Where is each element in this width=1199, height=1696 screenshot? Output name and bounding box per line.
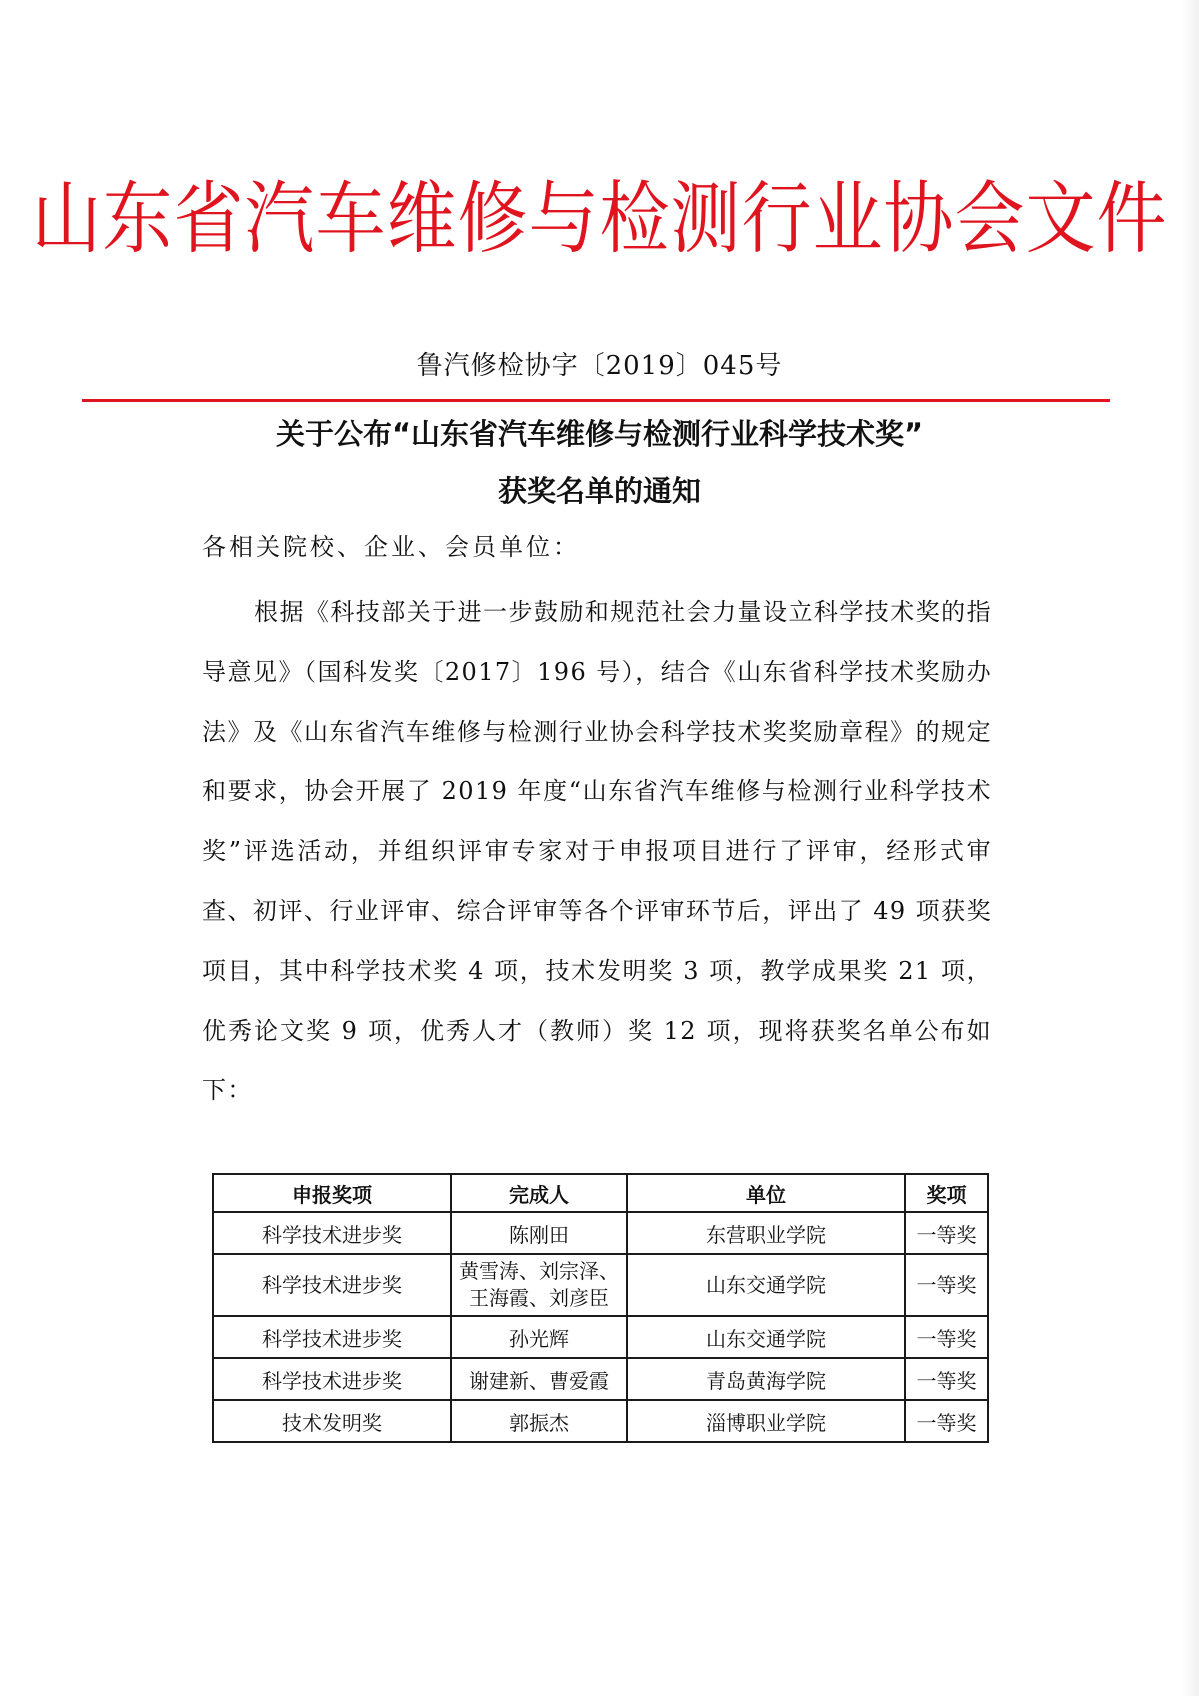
cell-award: 一等奖: [905, 1400, 988, 1442]
notice-title-line-2: 获奖名单的通知: [497, 474, 701, 508]
document-number: 鲁汽修检协字〔2019〕045号: [416, 351, 783, 381]
table-row: [213, 1358, 988, 1400]
cell-category: 科学技术进步奖: [213, 1212, 451, 1254]
cell-category: 科学技术进步奖: [213, 1316, 451, 1358]
cell-persons: [451, 1358, 627, 1400]
persons-line: 陈刚田: [509, 1222, 569, 1247]
header-persons: 完成人: [451, 1174, 627, 1212]
cell-unit: 淄博职业学院: [627, 1400, 905, 1442]
cell-persons: [451, 1254, 627, 1316]
cell-unit: 青岛黄海学院: [627, 1358, 905, 1400]
cell-persons: [451, 1316, 627, 1358]
persons-line: 黄雪涛、刘宗泽、: [459, 1259, 619, 1283]
cell-unit: 东营职业学院: [627, 1212, 905, 1254]
table-row: [213, 1212, 988, 1254]
persons-line: 王海霞、刘彦臣: [469, 1286, 609, 1310]
table-row: [213, 1254, 988, 1316]
red-divider-line: [82, 399, 1110, 402]
header-category: 申报奖项: [213, 1174, 451, 1212]
cell-award: 一等奖: [905, 1254, 988, 1316]
cell-persons: [451, 1212, 627, 1254]
letterhead-title: 山东省汽车维修与检测行业协会文件: [31, 172, 1168, 265]
persons-line: 谢建新、曹爱霞: [469, 1368, 609, 1393]
cell-award: 一等奖: [905, 1212, 988, 1254]
persons-line: 郭振杰: [509, 1410, 569, 1435]
cell-award: 一等奖: [905, 1316, 988, 1358]
cell-unit: 山东交通学院: [627, 1316, 905, 1358]
cell-category: 科学技术进步奖: [213, 1358, 451, 1400]
cell-category: 科学技术进步奖: [213, 1254, 451, 1316]
cell-award: 一等奖: [905, 1358, 988, 1400]
cell-category: 技术发明奖: [213, 1400, 451, 1442]
table-header-row: [213, 1174, 988, 1212]
body-paragraph: 根据《科技部关于进一步鼓励和规范社会力量设立科学技术奖的指导意见》（国科发奖〔2017〕196 号），结合《山东省科学技术奖励办法》及《山东省汽车维修与检测行业协会科学技术奖奖励章程》的规定和要求，协会开展了 2019 年度“山东省汽车维修与检测行业科学技术奖”评选活动，并组织评审专家对于申报项目进行了评审，经形式审查、初评、行业评审、综合评审等各个评审环节后，评出了 49 项获奖项目，其中科学技术奖 4 项，技术发明奖 3 项，教学成果奖 21 项，优秀论文奖 9 项，优秀人才（教师）奖 12 项，现将获奖名单公布如下：: [202, 598, 992, 1105]
header-unit: 单位: [627, 1174, 905, 1212]
header-award: 奖项: [905, 1174, 988, 1212]
awards-table: [212, 1173, 989, 1443]
table-row: [213, 1400, 988, 1442]
cell-unit: 山东交通学院: [627, 1254, 905, 1316]
cell-persons: [451, 1400, 627, 1442]
salutation: 各相关院校、企业、会员单位：: [202, 533, 580, 561]
persons-line: 孙光辉: [509, 1326, 569, 1351]
notice-title-line-1: 关于公布“山东省汽车维修与检测行业科学技术奖”: [275, 417, 924, 451]
table-row: [213, 1316, 988, 1358]
